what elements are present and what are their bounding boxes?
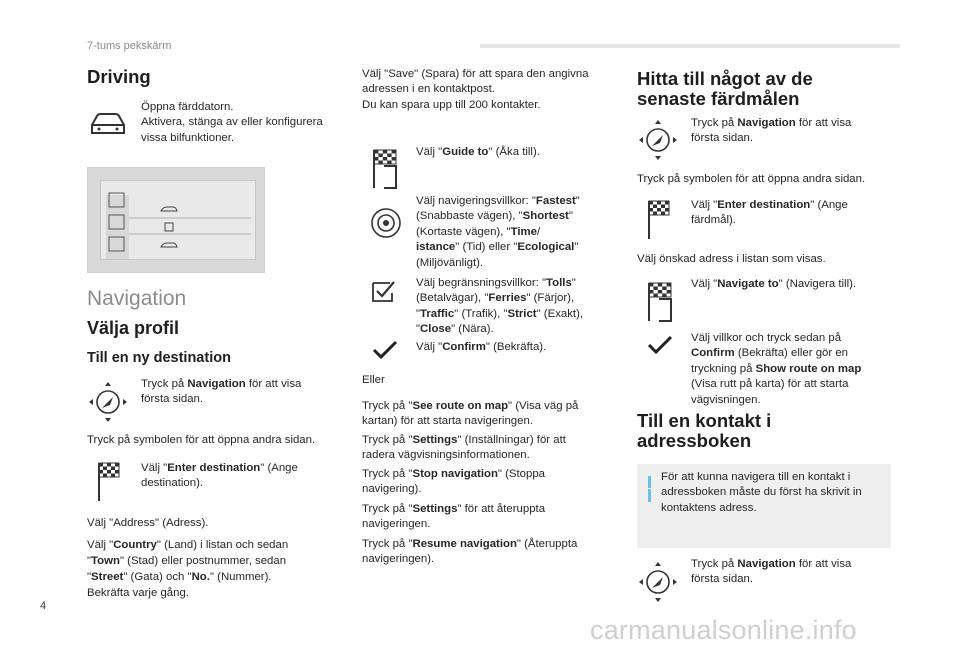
instruction-line: Eller (362, 374, 385, 386)
instruction-line: navigering). (362, 483, 422, 496)
instruction-line: Tryck på "Resume navigation" (Återuppta (362, 538, 578, 550)
instruction-line: Tryck på Navigation för att visa (691, 117, 852, 129)
navigation-heading: Navigation (87, 287, 187, 310)
instruction-line: (Snabbaste vägen), "Shortest" (416, 210, 573, 223)
checkmark-icon (372, 340, 398, 360)
instruction-line: navigeringen). (362, 553, 435, 566)
instruction-line: första sidan. (141, 393, 204, 406)
instruction-line: Välj "Country" (Land) i listan och sedan (87, 539, 289, 551)
instruction-line: Tryck på symbolen för att öppna andra sidan. (87, 434, 316, 446)
info-icon (648, 476, 651, 488)
instruction-line: Confirm (Bekräfta) eller gör en (691, 347, 848, 360)
instruction-line: (Miljövänligt). (416, 256, 484, 269)
driving-desc-line: Aktivera, stänga av eller konfigurera (141, 116, 323, 129)
instruction-line: radera vägvisningsinformationen. (362, 449, 530, 462)
checkbox-icon (370, 279, 400, 305)
instruction-line: Tryck på Navigation för att visa (691, 558, 852, 570)
info-note (637, 464, 891, 548)
instruction-line: (Betalvägar), "Ferries" (Färjor), (416, 292, 575, 305)
instruction-line: färdmål). (691, 214, 736, 227)
destination-flag-icon (95, 461, 123, 503)
instruction-line: Välj begränsningsvillkor: "Tolls" (416, 277, 576, 289)
display-screenshot (87, 167, 265, 273)
driving-desc-line: vissa bilfunktioner. (141, 131, 235, 144)
instruction-line: Tryck på symbolen för att öppna andra sidan. (637, 173, 866, 185)
instruction-line: första sidan. (691, 573, 754, 586)
page-number: 4 (40, 600, 47, 612)
instruction-line: Tryck på "Settings" för att återuppta (362, 503, 546, 515)
instruction-line: kartan) för att starta navigeringen. (362, 415, 533, 428)
instruction-line: Välj "Enter destination" (Ange (691, 199, 848, 211)
info-icon (648, 489, 651, 502)
instruction-line: adressen i en kontaktpost. (362, 83, 495, 96)
instruction-line: istance" (Tid) eller "Ecological" (416, 241, 579, 254)
instruction-line: Välj "Enter destination" (Ange (141, 462, 298, 474)
instruction-line: Välj "Save" (Spara) för att spara den angivna (362, 68, 589, 80)
car-icon (88, 111, 128, 137)
navigation-compass-icon (638, 118, 678, 162)
instruction-line: Tryck på "Stop navigation" (Stoppa (362, 468, 546, 480)
header-divider (480, 44, 900, 48)
info-line: För att kunna navigera till en kontakt i (661, 471, 851, 483)
instruction-line: "Close" (Nära). (416, 323, 494, 336)
info-line: adressboken måste du först ha skrivit in (661, 486, 862, 499)
instruction-line: Välj villkor och tryck sedan på (691, 332, 842, 344)
instruction-line: Välj "Confirm" (Bekräfta). (416, 341, 547, 353)
destination-flag-icon (645, 281, 675, 323)
driving-desc-line: Öppna färddatorn. (141, 101, 234, 113)
instruction-line: tryckning på Show route on map (691, 362, 862, 375)
navigation-compass-icon (88, 380, 128, 424)
recent-destinations-heading: Hitta till något av de senaste färdmålen (637, 68, 813, 109)
instruction-line: första sidan. (691, 132, 754, 145)
instruction-line: Välj "Address" (Adress). (87, 517, 209, 529)
driving-screen-illustration (101, 181, 257, 261)
instruction-line: Tryck på "Settings" (Inställningar) för att (362, 434, 566, 446)
instruction-line: navigeringen. (362, 518, 431, 531)
instruction-line: (Visa rutt på karta) för att starta (691, 378, 849, 391)
instruction-line: Tryck på "See route on map" (Visa väg på (362, 400, 579, 412)
destination-flag-icon (370, 148, 400, 190)
instruction-line: Du kan spara upp till 200 kontakter. (362, 98, 541, 111)
destination-flag-icon (645, 199, 673, 241)
instruction-line: (Kortaste vägen), "Time/ (416, 225, 541, 238)
instruction-line: Välj önskad adress i listan som visas. (637, 253, 826, 265)
instruction-line: destination). (141, 477, 204, 490)
driving-heading: Driving (87, 66, 151, 87)
section-header: 7-tums pekskärm (87, 40, 172, 52)
info-line: kontaktens adress. (661, 501, 757, 514)
instruction-line: "Street" (Gata) och "No." (Nummer). (87, 571, 272, 583)
instruction-line: Tryck på Navigation för att visa (141, 378, 302, 390)
instruction-line: vägvisningen. (691, 393, 761, 406)
instruction-line: "Town" (Stad) eller postnummer, sedan (87, 555, 287, 567)
instruction-line: Välj "Guide to" (Åka till). (416, 146, 540, 158)
instruction-line: Välj navigeringsvillkor: "Fastest" (416, 195, 580, 207)
new-destination-heading: Till en ny destination (87, 350, 231, 366)
route-options-icon (368, 205, 404, 241)
watermark: carmanualsonline.info (590, 615, 857, 645)
checkmark-icon (647, 335, 673, 355)
profile-heading: Välja profil (87, 318, 180, 338)
address-book-heading: Till en kontakt i adressboken (637, 410, 772, 451)
instruction-line: Bekräfta varje gång. (87, 587, 189, 599)
navigation-compass-icon (638, 560, 678, 604)
instruction-line: "Traffic" (Trafik), "Strict" (Exakt), (416, 307, 584, 320)
instruction-line: Välj "Navigate to" (Navigera till). (691, 278, 857, 290)
